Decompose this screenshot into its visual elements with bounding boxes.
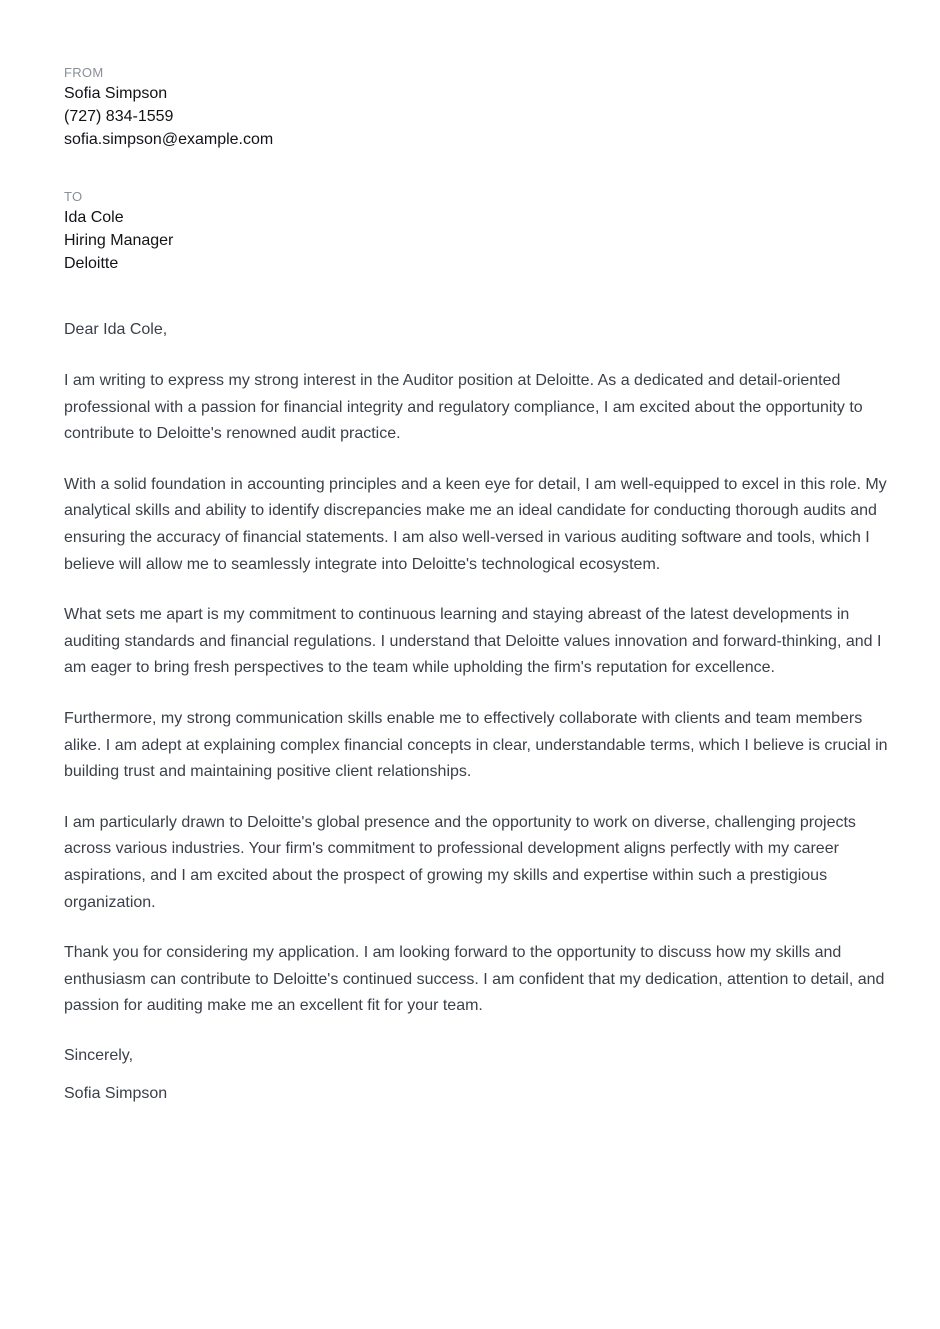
recipient-block bbox=[64, 188, 894, 275]
salutation: Dear Ida Cole, bbox=[64, 321, 168, 338]
cover-letter bbox=[64, 64, 894, 1106]
recipient-name: Ida Cole bbox=[64, 209, 124, 226]
closing: Sincerely, bbox=[64, 1046, 134, 1064]
recipient-title: Hiring Manager bbox=[64, 232, 174, 249]
signature-name: Sofia Simpson bbox=[64, 1084, 168, 1102]
sender-phone: (727) 834-1559 bbox=[64, 108, 174, 125]
letter-body bbox=[64, 368, 894, 1020]
body-paragraph: Furthermore, my strong communication skills enable me to effectively collaborate with clients and team members alike. I am adept at explaining complex financial concepts in clear, understandable terms, which I believe is crucial in building trust and maintaining positive client relationships. bbox=[64, 709, 888, 781]
body-paragraph: Thank you for considering my application. I am looking forward to the opportunity to discuss how my skills and enthusiasm can contribute to Deloitte's continued success. I am confident that my dedication, attention to detail, and passion for auditing make me an excellent fit for your team. bbox=[64, 944, 885, 1015]
sender-block bbox=[64, 64, 894, 151]
to-label: TO bbox=[64, 189, 83, 204]
body-paragraph: What sets me apart is my commitment to continuous learning and staying abreast of the latest developments in auditing standards and financial regulations. I understand that Deloitte values innovation and forward-thinking, and I am eager to bring fresh perspectives to the team while upholding the firm's reputation for excellence. bbox=[64, 606, 882, 677]
body-paragraph: I am writing to express my strong interest in the Auditor position at Deloitte. As a dedicated and detail-oriented professional with a passion for financial integrity and regulatory compliance, I am excited about the opportunity to contribute to Deloitte's renowned audit practice. bbox=[64, 372, 863, 443]
sender-name: Sofia Simpson bbox=[64, 85, 168, 102]
sender-email: sofia.simpson@example.com bbox=[64, 131, 274, 148]
body-paragraph: I am particularly drawn to Deloitte's global presence and the opportunity to work on diverse, challenging projects across various industries. Your firm's commitment to professional development aligns perfectly with my career aspirations, and I am excited about the prospect of growing my skills and expertise within such a prestigious organization. bbox=[64, 813, 856, 911]
from-label: FROM bbox=[64, 65, 104, 80]
body-paragraph: With a solid foundation in accounting principles and a keen eye for detail, I am well-equipped to excel in this role. My analytical skills and ability to identify discrepancies make me an ideal candidate for conducting thorough audits and ensuring the accuracy of financial statements. I am also well-versed in various auditing software and tools, which I believe will allow me to seamlessly integrate into Deloitte's technological ecosystem. bbox=[64, 475, 887, 573]
recipient-company: Deloitte bbox=[64, 255, 119, 272]
